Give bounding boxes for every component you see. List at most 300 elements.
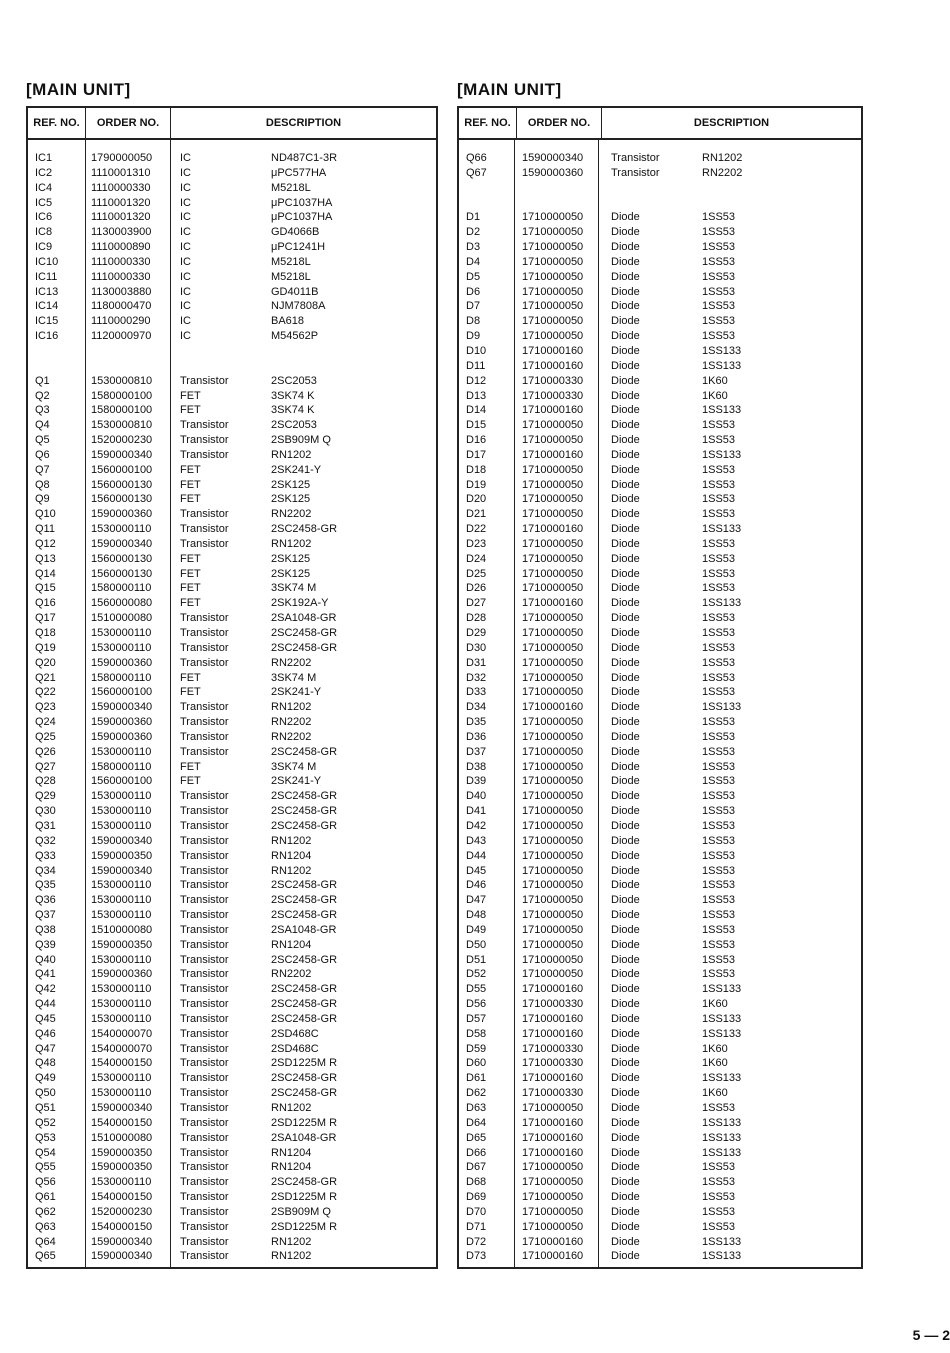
order-no-cell: 1710000050 (522, 1220, 584, 1233)
part-type-cell: FET (180, 760, 201, 773)
order-no-cell: 1710000160 (522, 344, 584, 357)
table-row (28, 492, 436, 507)
ref-no-cell: D63 (466, 1102, 487, 1114)
table-row (459, 344, 861, 359)
part-number-cell: RN1202 (271, 864, 312, 877)
ref-no-cell: D3 (466, 241, 481, 254)
table-row (28, 834, 436, 849)
table-row (28, 626, 436, 641)
part-type-cell: Diode (611, 1131, 640, 1144)
table-row (459, 878, 861, 893)
table-row (28, 196, 436, 211)
table-row (459, 953, 861, 968)
part-type-cell: FET (180, 597, 201, 610)
panel-title: [MAIN UNIT] (457, 80, 562, 99)
order-no-cell: 1710000050 (522, 419, 584, 432)
order-no-cell: 1530000110 (91, 953, 152, 966)
part-type-cell: Transistor (180, 983, 229, 996)
part-type-cell: FET (180, 478, 201, 491)
order-no-cell: 1710000160 (522, 448, 584, 461)
part-type-cell: Diode (611, 255, 640, 268)
part-type-cell: Transistor (180, 1146, 229, 1159)
part-type-cell: Diode (611, 1205, 640, 1218)
part-number-cell: RN1202 (271, 1250, 312, 1263)
ref-no-cell: D31 (466, 656, 487, 669)
part-type-cell: Transistor (180, 909, 229, 922)
part-type-cell: Diode (611, 968, 640, 981)
ref-no-cell: Q19 (35, 641, 56, 654)
order-no-cell: 1710000050 (522, 300, 584, 313)
order-no-cell: 1110000890 (91, 241, 151, 254)
table-row (459, 730, 861, 745)
order-no-cell: 1710000160 (522, 1012, 584, 1025)
ref-no-cell: Q46 (35, 1027, 56, 1040)
part-number-cell: 2SC2458-GR (271, 790, 338, 803)
table-row (28, 314, 436, 329)
table-row (459, 552, 861, 567)
order-no-cell: 1590000340 (91, 1235, 153, 1248)
table-row (459, 314, 861, 329)
order-no-cell: 1590000350 (91, 1161, 153, 1174)
table-row (28, 641, 436, 656)
table-row (459, 893, 861, 908)
part-number-cell: 2SD468C (271, 1027, 319, 1040)
header-order-no: ORDER NO. (86, 108, 171, 138)
order-no-cell: 1590000350 (91, 849, 153, 862)
part-type-cell: Transistor (180, 1027, 229, 1040)
part-type-cell: Diode (611, 1191, 640, 1204)
part-number-cell: 2SC2458-GR (271, 1072, 338, 1085)
order-no-cell: 1530000110 (91, 1012, 152, 1025)
part-type-cell: Transistor (180, 1087, 229, 1100)
order-no-cell: 1710000160 (522, 1116, 584, 1129)
table-row (28, 1012, 436, 1027)
part-type-cell: Transistor (180, 716, 229, 729)
order-no-cell: 1560000080 (91, 597, 153, 610)
order-no-cell: 1510000080 (91, 1131, 153, 1144)
order-no-cell: 1530000110 (91, 805, 152, 818)
ref-no-cell: Q1 (35, 374, 50, 387)
ref-no-cell: D66 (466, 1146, 487, 1159)
order-no-cell: 1590000360 (91, 716, 153, 729)
part-number-cell: 1SS53 (702, 805, 736, 818)
ref-no-cell: D71 (466, 1220, 487, 1233)
order-no-cell: 1710000050 (522, 805, 584, 818)
part-type-cell: Diode (611, 344, 640, 357)
part-type-cell: Diode (611, 998, 640, 1011)
ref-no-cell: D14 (466, 404, 487, 417)
part-type-cell: Diode (611, 359, 640, 372)
part-number-cell: 1SS133 (702, 1012, 742, 1025)
ref-no-cell: D17 (466, 448, 487, 461)
ref-no-cell: Q12 (35, 537, 56, 550)
table-row (459, 225, 861, 240)
part-type-cell: Transistor (180, 1191, 229, 1204)
order-no-cell: 1590000340 (91, 1250, 153, 1263)
part-type-cell: FET (180, 389, 201, 402)
part-type-cell: Diode (611, 938, 640, 951)
ref-no-cell: D20 (466, 493, 487, 506)
part-type-cell (171, 344, 271, 359)
part-number-cell: 1SS53 (702, 894, 736, 907)
part-number-cell: 2SK125 (271, 493, 311, 506)
part-type-cell: FET (180, 493, 201, 506)
part-number-cell: 2SC2458-GR (271, 805, 338, 818)
order-no-cell: 1710000160 (522, 523, 584, 536)
ref-no-cell: Q41 (35, 968, 56, 981)
ref-no-cell: D7 (466, 300, 481, 313)
order-no-cell: 1530000110 (91, 894, 152, 907)
table-row (28, 552, 436, 567)
part-type-cell: Diode (611, 671, 640, 684)
ref-no-cell (459, 196, 516, 211)
table-row (28, 1131, 436, 1146)
part-number-cell: 2SC2458-GR (271, 1087, 338, 1100)
order-no-cell: 1520000230 (91, 434, 153, 447)
part-type-cell: Diode (611, 493, 640, 506)
table-row (28, 359, 436, 374)
table-row (28, 1146, 436, 1161)
order-no-cell: 1710000330 (522, 1042, 584, 1055)
ref-no-cell: Q51 (35, 1102, 56, 1114)
table-row (28, 760, 436, 775)
table-row (28, 789, 436, 804)
table-row (459, 507, 861, 522)
table-row (28, 1056, 436, 1071)
table-row (28, 730, 436, 745)
ref-no-cell: D42 (466, 819, 487, 832)
order-no-cell: 1560000130 (91, 552, 153, 565)
table-row (459, 671, 861, 686)
order-no-cell: 1110000330 (91, 255, 151, 268)
ref-no-cell: D28 (466, 612, 487, 625)
order-no-cell: 1710000050 (522, 671, 584, 684)
ref-no-cell: D57 (466, 1012, 487, 1025)
part-type-cell: Diode (611, 686, 640, 699)
part-type-cell: Transistor (180, 523, 229, 536)
order-no-cell: 1710000160 (522, 359, 584, 372)
ref-no-cell: IC15 (35, 315, 59, 328)
ref-no-cell: IC11 (35, 270, 58, 283)
table-row (28, 507, 436, 522)
order-no-cell: 1710000050 (522, 211, 584, 224)
table-row (28, 181, 436, 196)
table-row (459, 1160, 861, 1175)
part-number-cell: RN1202 (271, 1102, 312, 1114)
table-row (459, 1249, 861, 1264)
order-no-cell: 1590000350 (91, 938, 153, 951)
part-number-cell: 2SC2458-GR (271, 1012, 338, 1025)
part-number-cell: GD4066B (271, 226, 320, 239)
part-number-cell: 3SK74 K (271, 389, 315, 402)
part-type-cell: Diode (611, 374, 640, 387)
ref-no-cell: D26 (466, 582, 487, 595)
part-number-cell: 1SS53 (702, 211, 736, 224)
table-header (28, 108, 436, 140)
ref-no-cell: D52 (466, 968, 487, 981)
part-number-cell: 3SK74 K (271, 404, 315, 417)
table-row (459, 374, 861, 389)
part-type-cell: Transistor (180, 701, 229, 714)
part-type-cell: Transistor (180, 834, 229, 847)
ref-no-cell: D12 (466, 374, 487, 387)
order-no-cell: 1710000050 (522, 537, 584, 550)
order-no-cell: 1710000160 (522, 1072, 584, 1085)
table-row (28, 997, 436, 1012)
order-no-cell: 1590000360 (91, 968, 153, 981)
part-type-cell: Transistor (180, 1235, 229, 1248)
part-number-cell: 1K60 (702, 1087, 728, 1100)
order-no-cell: 1560000100 (91, 775, 153, 788)
part-type-cell (602, 181, 702, 196)
order-no-cell: 1710000160 (522, 597, 584, 610)
part-number-cell: RN1202 (271, 834, 312, 847)
ref-no-cell: D61 (466, 1072, 487, 1085)
part-number-cell: RN1204 (271, 938, 312, 951)
ref-no-cell (28, 359, 85, 374)
part-type-cell: Diode (611, 760, 640, 773)
part-type-cell: Diode (611, 701, 640, 714)
part-number-cell: 2SA1048-GR (271, 1131, 337, 1144)
part-number-cell: RN1202 (271, 448, 312, 461)
ref-no-cell: D25 (466, 567, 487, 580)
part-number-cell: 1SS53 (702, 849, 736, 862)
table-row (28, 433, 436, 448)
part-type-cell: Diode (611, 478, 640, 491)
part-number-cell: 1SS53 (702, 641, 736, 654)
part-number-cell: 1SS53 (702, 864, 736, 877)
order-no-cell: 1710000050 (522, 864, 584, 877)
part-number-cell: 1SS53 (702, 285, 736, 298)
ref-no-cell: Q31 (35, 819, 56, 832)
ref-no-cell: D46 (466, 879, 487, 892)
order-no-cell: 1590000340 (91, 537, 153, 550)
table-row (28, 166, 436, 181)
part-number-cell: 1SS53 (702, 627, 736, 639)
order-no-cell: 1530000110 (91, 745, 152, 758)
table-row (459, 715, 861, 730)
part-number-cell: 1SS53 (702, 730, 736, 743)
ref-no-cell: Q56 (35, 1176, 56, 1189)
ref-no-cell: D15 (466, 419, 487, 432)
part-type-cell: Diode (611, 537, 640, 550)
order-no-cell: 1530000110 (91, 641, 152, 654)
table-row (28, 581, 436, 596)
part-type-cell: Transistor (180, 419, 229, 432)
order-no-cell: 1110000330 (91, 270, 151, 283)
part-number-cell: RN1202 (271, 701, 312, 714)
part-number-cell: 1SS53 (702, 582, 736, 595)
table-row (28, 537, 436, 552)
part-number-cell: 1SS53 (702, 968, 736, 981)
table-row (459, 210, 861, 225)
part-type-cell: Transistor (180, 448, 229, 461)
order-no-cell: 1110000290 (91, 315, 151, 328)
table-row (459, 834, 861, 849)
ref-no-cell: D19 (466, 478, 487, 491)
part-type-cell: IC (180, 226, 191, 239)
part-number-cell: 2SB909M Q (271, 434, 331, 447)
part-type-cell: Diode (611, 656, 640, 669)
order-no-cell: 1710000050 (522, 953, 584, 966)
order-no-cell: 1710000050 (522, 627, 584, 639)
ref-no-cell: D41 (466, 805, 487, 818)
order-no-cell: 1710000330 (522, 1087, 584, 1100)
order-no-cell: 1590000340 (91, 701, 153, 714)
table-row (459, 923, 861, 938)
part-type-cell: Diode (611, 552, 640, 565)
part-type-cell: Diode (611, 404, 640, 417)
order-no-cell: 1590000340 (91, 834, 153, 847)
order-no-cell: 1710000050 (522, 315, 584, 328)
column-divider (85, 140, 86, 1267)
table-row (459, 151, 861, 166)
part-number-cell: 1SS53 (702, 879, 736, 892)
order-no-cell: 1590000360 (91, 508, 153, 521)
part-type-cell: Diode (611, 1102, 640, 1114)
part-number-cell: 1SS53 (702, 315, 736, 328)
ref-no-cell: Q36 (35, 894, 56, 907)
ref-no-cell: Q22 (35, 686, 56, 699)
part-type-cell: IC (180, 241, 191, 254)
order-no-cell: 1540000150 (91, 1116, 153, 1129)
part-number-cell: 2SC2458-GR (271, 909, 338, 922)
ref-no-cell: D24 (466, 552, 487, 565)
table-row (28, 700, 436, 715)
order-no-cell: 1530000110 (91, 1087, 152, 1100)
ref-no-cell: Q5 (35, 434, 50, 447)
ref-no-cell: Q52 (35, 1116, 56, 1129)
table-row (459, 567, 861, 582)
order-no-cell: 1530000110 (91, 909, 152, 922)
order-no-cell: 1710000050 (522, 938, 584, 951)
table-row (459, 1220, 861, 1235)
order-no-cell: 1710000050 (522, 641, 584, 654)
ref-no-cell: Q37 (35, 909, 56, 922)
part-type-cell: IC (180, 330, 191, 343)
part-number-cell: 1SS53 (702, 1161, 736, 1174)
table-row (459, 819, 861, 834)
ref-no-cell: Q29 (35, 790, 56, 803)
part-number-cell: 1SS53 (702, 508, 736, 521)
table-row (28, 210, 436, 225)
ref-no-cell: D23 (466, 537, 487, 550)
table-row (28, 656, 436, 671)
table-row (459, 938, 861, 953)
part-type-cell: Diode (611, 923, 640, 936)
left-parts-panel (26, 80, 438, 1269)
ref-no-cell: D33 (466, 686, 487, 699)
order-no-cell: 1540000150 (91, 1057, 153, 1070)
part-number-cell: 1SS53 (702, 226, 736, 239)
order-no-cell: 1110001320 (91, 196, 151, 209)
part-type-cell: Transistor (180, 745, 229, 758)
order-no-cell: 1710000050 (522, 849, 584, 862)
part-number-cell: 1SS53 (702, 300, 736, 313)
table-row (28, 151, 436, 166)
table-row (459, 789, 861, 804)
table-row (28, 849, 436, 864)
order-no-cell: 1710000050 (522, 612, 584, 625)
table-row (28, 953, 436, 968)
ref-no-cell: IC13 (35, 285, 59, 298)
order-no-cell: 1590000350 (91, 1146, 153, 1159)
table-row (459, 359, 861, 374)
order-no-cell: 1560000130 (91, 478, 153, 491)
table-row (28, 1235, 436, 1250)
part-type-cell: Diode (611, 211, 640, 224)
order-no-cell: 1710000050 (522, 330, 584, 343)
part-number-cell: 1K60 (702, 374, 728, 387)
table-row (28, 923, 436, 938)
part-type-cell: Transistor (180, 879, 229, 892)
part-number-cell: 2SD1225M R (271, 1220, 338, 1233)
table-row (459, 700, 861, 715)
order-no-cell: 1130003880 (91, 285, 152, 298)
ref-no-cell: D6 (466, 285, 481, 298)
part-number-cell: μPC1037HA (271, 211, 333, 224)
column-divider (170, 140, 171, 1267)
part-type-cell: Transistor (180, 1116, 229, 1129)
ref-no-cell: Q50 (35, 1087, 56, 1100)
ref-no-cell: D16 (466, 434, 487, 447)
table-row (28, 967, 436, 982)
table-row (459, 745, 861, 760)
part-number-cell: 1SS53 (702, 819, 736, 832)
part-number-cell: 1SS53 (702, 938, 736, 951)
table-row (28, 403, 436, 418)
part-number-cell: 2SC2458-GR (271, 745, 338, 758)
part-type-cell: IC (180, 196, 191, 209)
order-no-cell: 1110001310 (91, 166, 151, 179)
ref-no-cell: Q23 (35, 701, 56, 714)
part-number-cell: 1SS53 (702, 241, 736, 254)
order-no-cell: 1710000160 (522, 1146, 584, 1159)
column-divider (598, 140, 599, 1267)
right-parts-panel (457, 80, 863, 1269)
order-no-cell: 1130003900 (91, 226, 152, 239)
ref-no-cell: D39 (466, 775, 487, 788)
part-number-cell: RN1202 (271, 537, 312, 550)
order-no-cell: 1520000230 (91, 1205, 153, 1218)
table-row (28, 1249, 436, 1264)
table-row (459, 448, 861, 463)
part-number-cell: 1SS53 (702, 419, 736, 432)
part-number-cell: 1K60 (702, 998, 728, 1011)
part-type-cell: Diode (611, 508, 640, 521)
ref-no-cell (459, 181, 516, 196)
ref-no-cell: Q10 (35, 508, 56, 521)
order-no-cell: 1790000050 (91, 152, 153, 164)
order-no-cell (516, 181, 602, 196)
ref-no-cell: Q30 (35, 805, 56, 818)
part-number-cell: 1SS53 (702, 775, 736, 788)
ref-no-cell: D32 (466, 671, 487, 684)
part-type-cell: Diode (611, 1057, 640, 1070)
order-no-cell: 1530000110 (91, 1072, 152, 1085)
ref-no-cell: IC16 (35, 330, 59, 343)
order-no-cell: 1710000050 (522, 270, 584, 283)
ref-no-cell: Q7 (35, 463, 50, 476)
part-type-cell: Transistor (180, 894, 229, 907)
ref-no-cell: D69 (466, 1191, 487, 1204)
part-type-cell: Diode (611, 1012, 640, 1025)
ref-no-cell: Q8 (35, 478, 50, 491)
table-row (28, 478, 436, 493)
ref-no-cell: IC2 (35, 166, 53, 179)
header-description: DESCRIPTION (693, 117, 770, 129)
order-no-cell: 1710000050 (522, 285, 584, 298)
